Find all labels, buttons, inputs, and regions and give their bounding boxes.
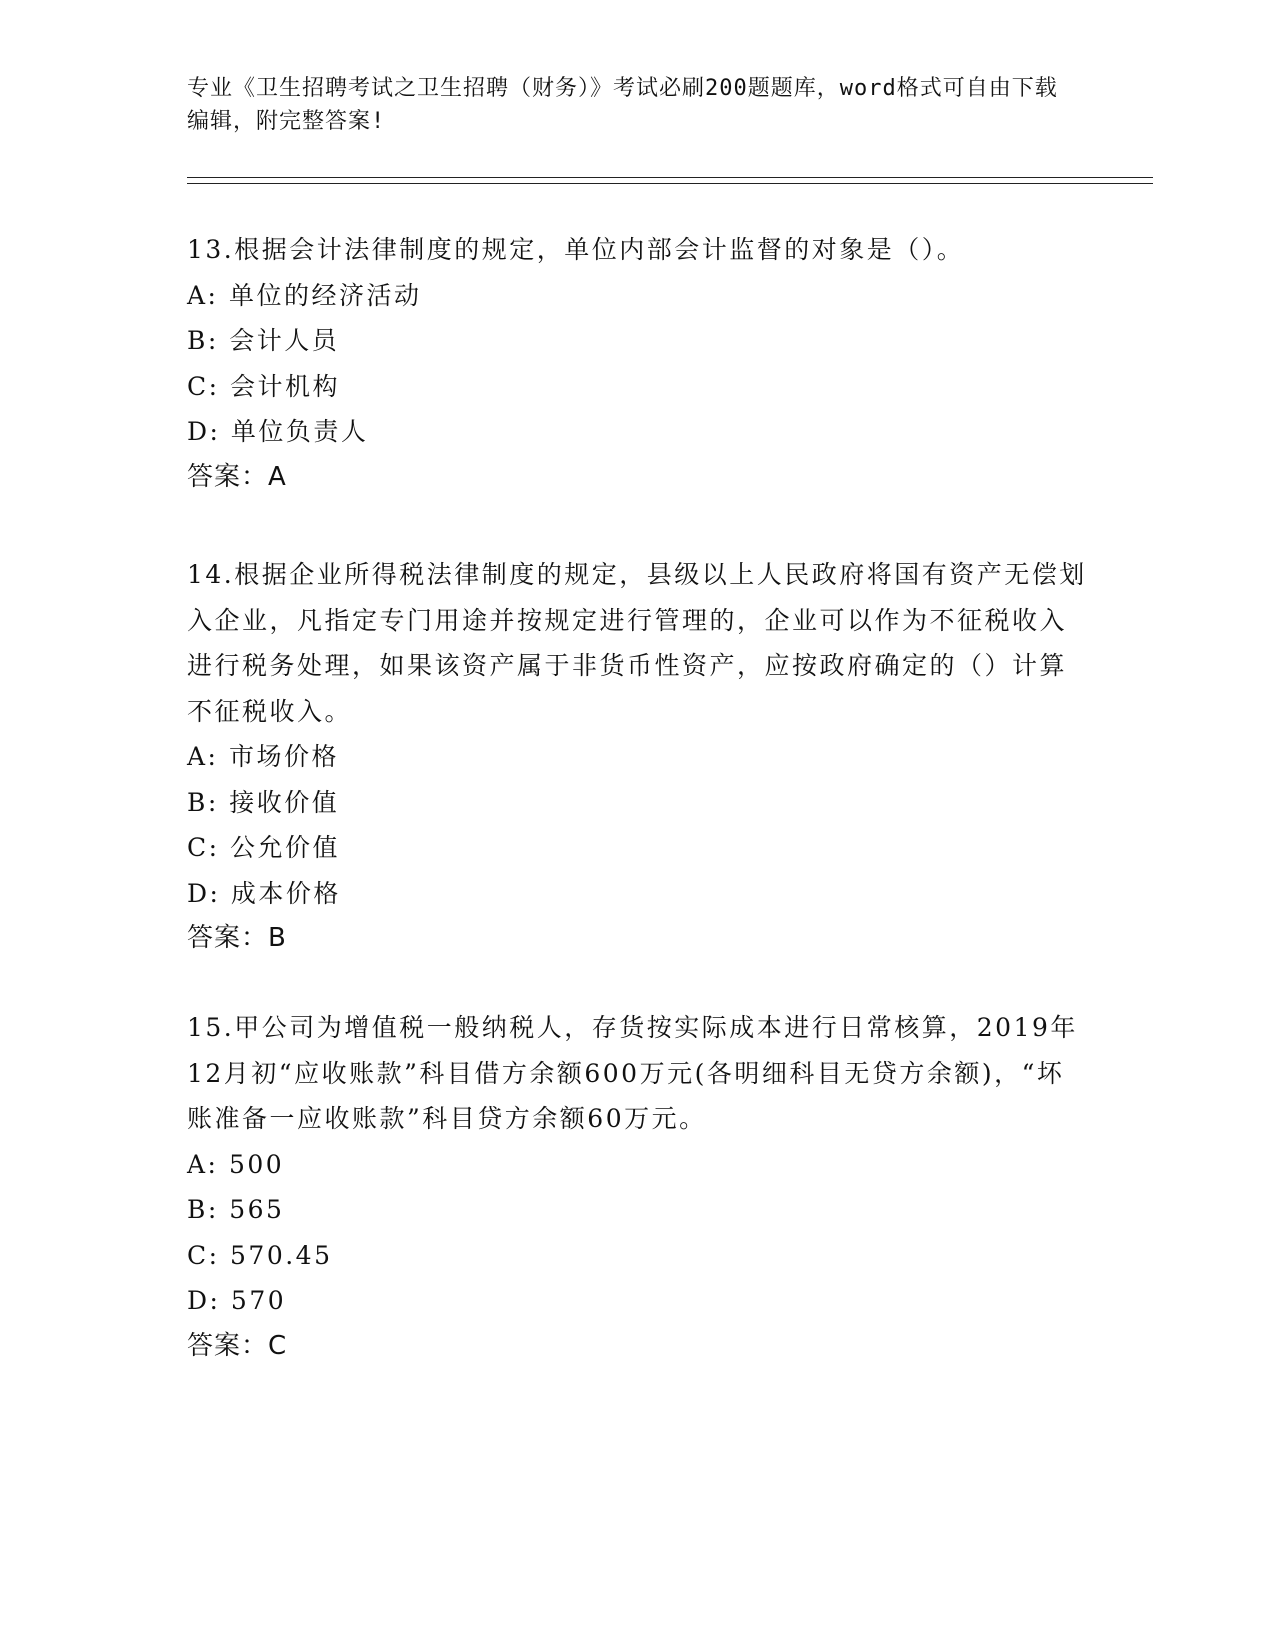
option-key: C: [187, 1240, 220, 1270]
option-text: 会计人员 [229, 326, 340, 355]
option-a [187, 1142, 1087, 1188]
option-text: 500 [228, 1149, 285, 1179]
option-text: 单位负责人 [230, 417, 369, 446]
option-b [187, 1187, 1087, 1233]
option-key: A: [187, 1149, 219, 1179]
option-key: B: [187, 787, 219, 817]
option-key: D: [187, 1286, 221, 1315]
option-text: 市场价格 [228, 742, 339, 771]
option-key: B: [187, 326, 219, 355]
option-text: 公允价值 [230, 833, 341, 862]
option-text: 570 [230, 1286, 287, 1315]
option-a [187, 273, 1087, 319]
answer-line: 答案：B [187, 923, 287, 953]
option-key: C: [187, 371, 220, 401]
option-b [187, 318, 1087, 364]
question-stem: 15.甲公司为增值税一般纳税人，存货按实际成本进行日常核算，2019年12月初“应收账款”科目借方余额600万元(各明细科目无贷方余额)，“坏账准备一应收账款”科目贷方余额60万元。 [187, 1013, 1078, 1133]
option-key: A: [187, 742, 219, 771]
option-d [187, 871, 1087, 917]
header-divider-top [187, 177, 1153, 178]
option-text: 成本价格 [230, 878, 341, 908]
option-a [187, 734, 1087, 780]
option-c [187, 825, 1087, 871]
question-stem: 13.根据会计法律制度的规定，单位内部会计监督的对象是（）。 [187, 235, 965, 264]
option-text: 565 [229, 1195, 285, 1224]
question-13 [187, 227, 1087, 500]
question-14 [187, 552, 1087, 962]
document-header: 专业《卫生招聘考试之卫生招聘（财务）》考试必刷200题题库，word格式可自由下载编辑，附完整答案! [187, 76, 1058, 134]
question-15 [187, 1005, 1087, 1369]
option-text: 会计机构 [230, 371, 341, 401]
option-key: B: [187, 1195, 219, 1224]
option-b [187, 780, 1087, 826]
option-text: 接收价值 [229, 787, 340, 817]
option-c [187, 1233, 1087, 1279]
option-text: 单位的经济活动 [228, 280, 422, 310]
question-stem: 14.根据企业所得税法律制度的规定，县级以上人民政府将国有资产无偿划入企业，凡指定专门用途并按规定进行管理的，企业可以作为不征税收入进行税务处理，如果该资产属于非货币性资产，应按政府确定的（）计算不征税收入。 [187, 560, 1087, 726]
header-divider-bottom [187, 183, 1153, 184]
answer-line: 答案：C [187, 1330, 288, 1361]
option-d [187, 409, 1087, 455]
option-key: D: [187, 878, 221, 908]
option-c [187, 364, 1087, 410]
option-d [187, 1278, 1087, 1324]
option-key: D: [187, 417, 221, 446]
answer-line: 答案：A [187, 461, 287, 492]
option-key: C: [187, 833, 220, 862]
option-key: A: [187, 280, 219, 310]
option-text: 570.45 [230, 1240, 333, 1270]
